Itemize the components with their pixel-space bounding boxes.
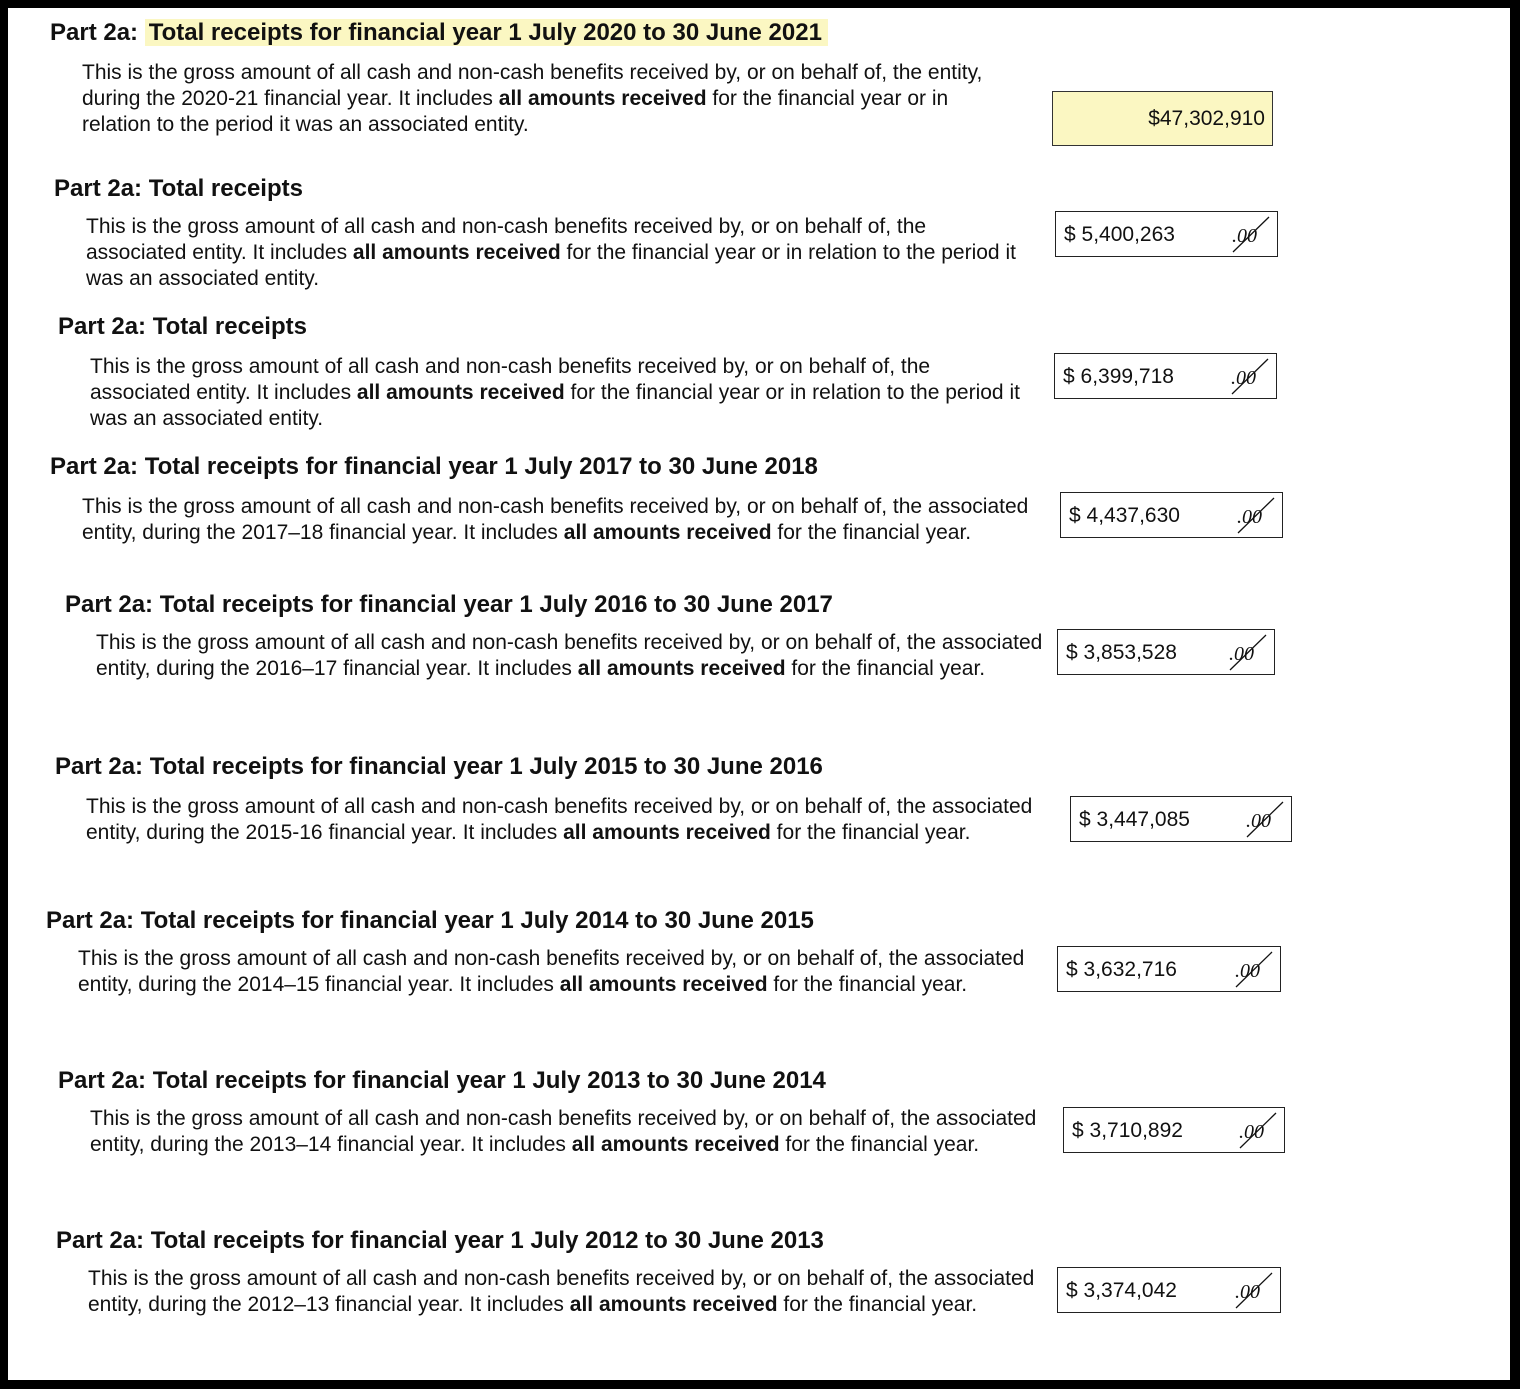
amount-value: $ 3,374,042	[1066, 1279, 1177, 1302]
amount-value: $ 6,399,718	[1063, 365, 1174, 388]
document-page	[8, 8, 1510, 1380]
total-receipts-field[interactable]	[1057, 946, 1281, 992]
section-description: This is the gross amount of all cash and non-cash benefits received by, or on behalf of, the associated entity, during the 2016–17 financial year. It includes all amounts received for the financial year.	[96, 631, 1043, 680]
strike-mark-icon	[1236, 1110, 1280, 1150]
amount-value: $ 3,447,085	[1079, 808, 1190, 831]
section-description: This is the gross amount of all cash and non-cash benefits received by, or on behalf of, the associated entity, during the 2014–15 financial year. It includes all amounts received for the financial year.	[78, 947, 1025, 996]
total-receipts-field[interactable]	[1070, 796, 1292, 842]
amount-value: $ 3,632,716	[1066, 958, 1177, 981]
cents-value: .00	[1232, 225, 1257, 247]
cents-value: .00	[1229, 643, 1254, 665]
total-receipts-field[interactable]	[1057, 629, 1275, 675]
cents-value: .00	[1239, 1121, 1264, 1143]
total-receipts-field[interactable]	[1052, 91, 1273, 146]
section-heading	[50, 18, 828, 48]
amount-value: $47,302,910	[1148, 107, 1265, 130]
cents-value: .00	[1235, 960, 1260, 982]
section-description: This is the gross amount of all cash and non-cash benefits received by, or on behalf of, the associated entity. It includes all amounts received for the financial year or in relation to the period it was an associated entity.	[86, 215, 1016, 290]
section-description: This is the gross amount of all cash and non-cash benefits received by, or on behalf of, the associated entity. It includes all amounts received for the financial year or in relation to the period it was an associated entity.	[90, 355, 1020, 430]
strike-mark-icon	[1226, 632, 1270, 672]
section-description: This is the gross amount of all cash and non-cash benefits received by, or on behalf of, the associated entity, during the 2015-16 financial year. It includes all amounts received for the financial year.	[86, 795, 1033, 844]
total-receipts-field[interactable]	[1060, 492, 1283, 538]
section-description: This is the gross amount of all cash and non-cash benefits received by, or on behalf of, the associated entity, during the 2017–18 financial year. It includes all amounts received for the financial year.	[82, 495, 1029, 544]
strike-mark-icon	[1234, 495, 1278, 535]
section-description: This is the gross amount of all cash and non-cash benefits received by, or on behalf of, the associated entity, during the 2012–13 financial year. It includes all amounts received for the financial year.	[88, 1267, 1035, 1316]
cents-value: .00	[1235, 1281, 1260, 1303]
section-heading: Part 2a: Total receipts for financial year 1 July 2017 to 30 June 2018	[50, 453, 818, 480]
strike-mark-icon	[1228, 356, 1272, 396]
section-description: This is the gross amount of all cash and non-cash benefits received by, or on behalf of, the entity, during the 2020-21 financial year. It includes all amounts received for the financial year or in relation to the period it was an associated entity.	[82, 61, 983, 136]
total-receipts-field[interactable]	[1063, 1107, 1285, 1153]
strike-mark-icon	[1243, 799, 1287, 839]
heading-prefix: Part 2a:	[50, 19, 145, 46]
strike-mark-icon	[1229, 214, 1273, 254]
section-heading: Part 2a: Total receipts	[54, 175, 303, 202]
cents-value: .00	[1231, 367, 1256, 389]
cents-value: .00	[1246, 810, 1271, 832]
amount-value: $ 3,853,528	[1066, 641, 1177, 664]
total-receipts-field[interactable]	[1057, 1267, 1281, 1313]
heading-highlight: Total receipts for financial year 1 July 2020 to 30 June 2021	[145, 19, 828, 46]
total-receipts-field[interactable]	[1055, 211, 1278, 257]
amount-value: $ 3,710,892	[1072, 1119, 1183, 1142]
section-heading: Part 2a: Total receipts for financial year 1 July 2015 to 30 June 2016	[55, 753, 823, 780]
strike-mark-icon	[1232, 1270, 1276, 1310]
amount-value: $ 4,437,630	[1069, 504, 1180, 527]
section-heading: Part 2a: Total receipts for financial year 1 July 2012 to 30 June 2013	[56, 1227, 824, 1254]
section-heading: Part 2a: Total receipts for financial year 1 July 2014 to 30 June 2015	[46, 907, 814, 934]
section-heading: Part 2a: Total receipts for financial year 1 July 2016 to 30 June 2017	[65, 591, 833, 618]
total-receipts-field[interactable]	[1054, 353, 1277, 399]
section-description: This is the gross amount of all cash and non-cash benefits received by, or on behalf of, the associated entity, during the 2013–14 financial year. It includes all amounts received for the financial year.	[90, 1107, 1037, 1156]
amount-value: $ 5,400,263	[1064, 223, 1175, 246]
section-heading: Part 2a: Total receipts for financial year 1 July 2013 to 30 June 2014	[58, 1067, 826, 1094]
cents-value: .00	[1237, 506, 1262, 528]
section-heading: Part 2a: Total receipts	[58, 313, 307, 340]
strike-mark-icon	[1232, 949, 1276, 989]
